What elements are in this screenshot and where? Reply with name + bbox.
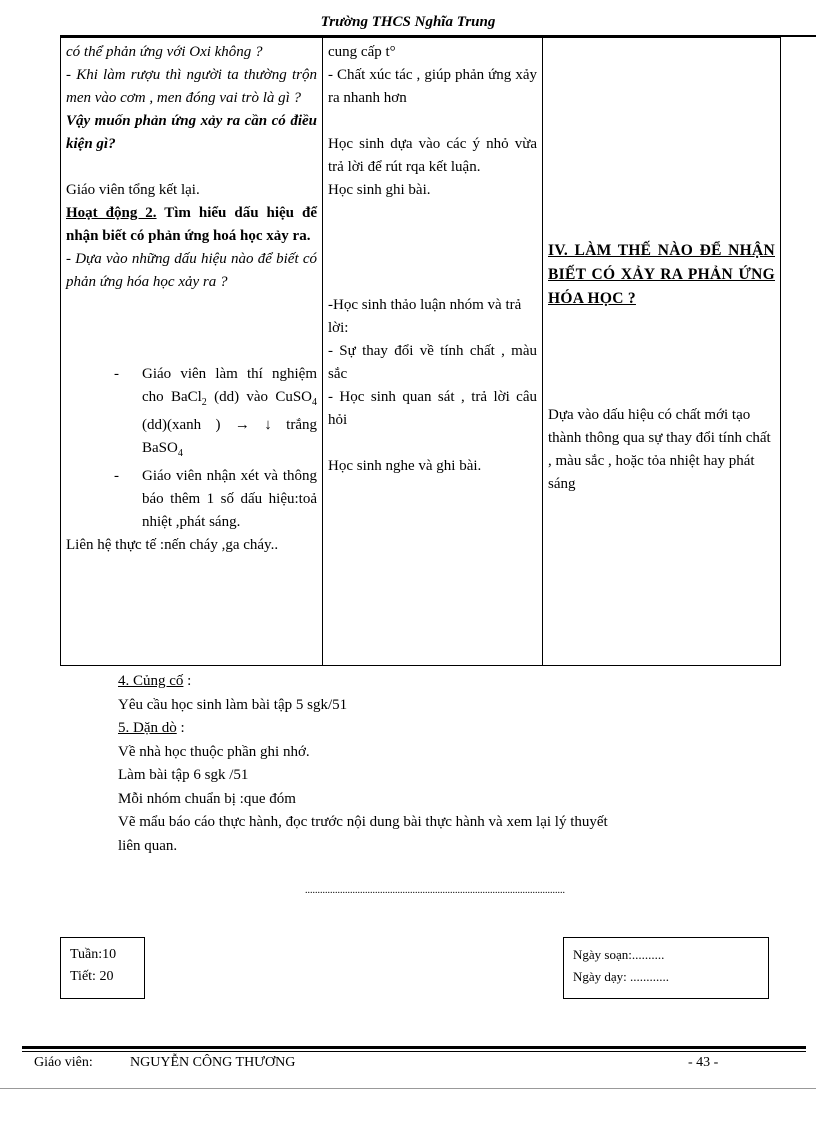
student-activity-cell (323, 38, 543, 666)
homework-line: Về nhà học thuộc phần ghi nhớ. (118, 743, 310, 760)
section-4-text: Yêu cầu học sinh làm bài tập 5 sgk/51 (118, 696, 348, 713)
teacher-summary: Giáo viên tổng kết lại. (66, 182, 200, 198)
week-number: Tuần:10 (70, 947, 117, 962)
student-line: Học sinh nghe và ghi bài. (328, 458, 482, 474)
section-content: Dựa vào dấu hiệu có chất mới tạo thành thông qua sự thay đổi tính chất , màu sắc , hoặc tỏa nhiệt hay phát sáng (548, 407, 771, 492)
lesson-table (60, 37, 781, 666)
content-cell (543, 38, 781, 666)
separator-dots: ........................................................................................................ (305, 885, 565, 896)
footer-rule (22, 1046, 806, 1049)
section-title: IV. LÀM THẾ NÀO ĐỂ NHẬN BIẾT CÓ XẢY RA PHẢN ỨNG HÓA HỌC ? (548, 242, 775, 307)
page-bottom-rule (0, 1088, 816, 1089)
homework-line: Mỗi nhóm chuẩn bị :que đóm (118, 790, 296, 807)
experiment-list (66, 363, 317, 534)
student-line: cung cấp t° (328, 44, 396, 60)
lesson-wrapup (118, 670, 608, 858)
page-number: - 43 - (688, 1055, 719, 1070)
list-item: - Giáo viên làm thí nghiệm cho BaCl$_2$ (dd) vào CuSO$_4$ (dd)(xanh ) → ↓ trắng BaSO$_4$ (142, 363, 317, 465)
real-life-link: Liên hệ thực tế :nến cháy ,ga cháy.. (66, 537, 279, 553)
table-row (61, 38, 781, 666)
prep-date: Ngày soạn:.......... (573, 947, 665, 962)
conclusion-question: Vậy muốn phản ứng xảy ra cần có điều kiện gì? (66, 113, 317, 152)
student-line: Học sinh ghi bài. (328, 182, 431, 198)
week-box (60, 937, 145, 999)
footer-rule-thin (22, 1051, 806, 1052)
date-box (563, 937, 769, 999)
period-number: Tiết: 20 (70, 969, 114, 984)
question-yeast: - Khi làm rượu thì người ta thường trộn men vào cơm , men đóng vai trò là gì ? (66, 67, 317, 106)
student-line: -Học sinh thảo luận nhóm và trả lời: (328, 297, 522, 336)
activity-label: Hoạt động 2. (66, 205, 157, 221)
student-line: - Chất xúc tác , giúp phản ứng xảy ra nhanh hơn (328, 67, 537, 106)
teacher-activity-cell (61, 38, 323, 666)
question-signs: - Dựa vào những dấu hiệu nào để biết có phản ứng hóa học xảy ra ? (66, 251, 317, 290)
question-oxygen: có thể phản ứng với Oxi không ? (66, 44, 263, 60)
footer-label: Giáo viên: (34, 1055, 93, 1070)
homework-line: liên quan. (118, 837, 178, 854)
section-4-heading: 4. Củng cố : (118, 673, 192, 689)
page-header: Trường THCS Nghĩa Trung (320, 14, 496, 30)
teach-date: Ngày dạy: ............ (573, 969, 670, 984)
list-item: - Giáo viên nhận xét và thông báo thêm 1 số dấu hiệu:toả nhiệt ,phát sáng. (142, 465, 317, 534)
activity-2 (66, 202, 317, 248)
teacher-name: NGUYỄN CÔNG THƯƠNG (130, 1055, 296, 1070)
student-line: - Học sinh quan sát , trả lời câu hỏi (328, 389, 537, 428)
student-line: Học sinh dựa vào các ý nhỏ vừa trả lời để rút rqa kết luận. (328, 136, 537, 175)
student-line: - Sự thay đổi về tính chất , màu sắc (328, 343, 537, 382)
homework-line: Vẽ mẩu báo cáo thực hành, đọc trước nội dung bài thực hành và xem lại lý thuyết (118, 814, 608, 830)
activity-text: Tìm hiểu dấu hiệu để nhận biết có phản ứng hoá học xảy ra. (66, 205, 317, 244)
section-5-heading: 5. Dặn dò : (118, 720, 185, 736)
homework-line: Làm bài tập 6 sgk /51 (118, 767, 249, 783)
